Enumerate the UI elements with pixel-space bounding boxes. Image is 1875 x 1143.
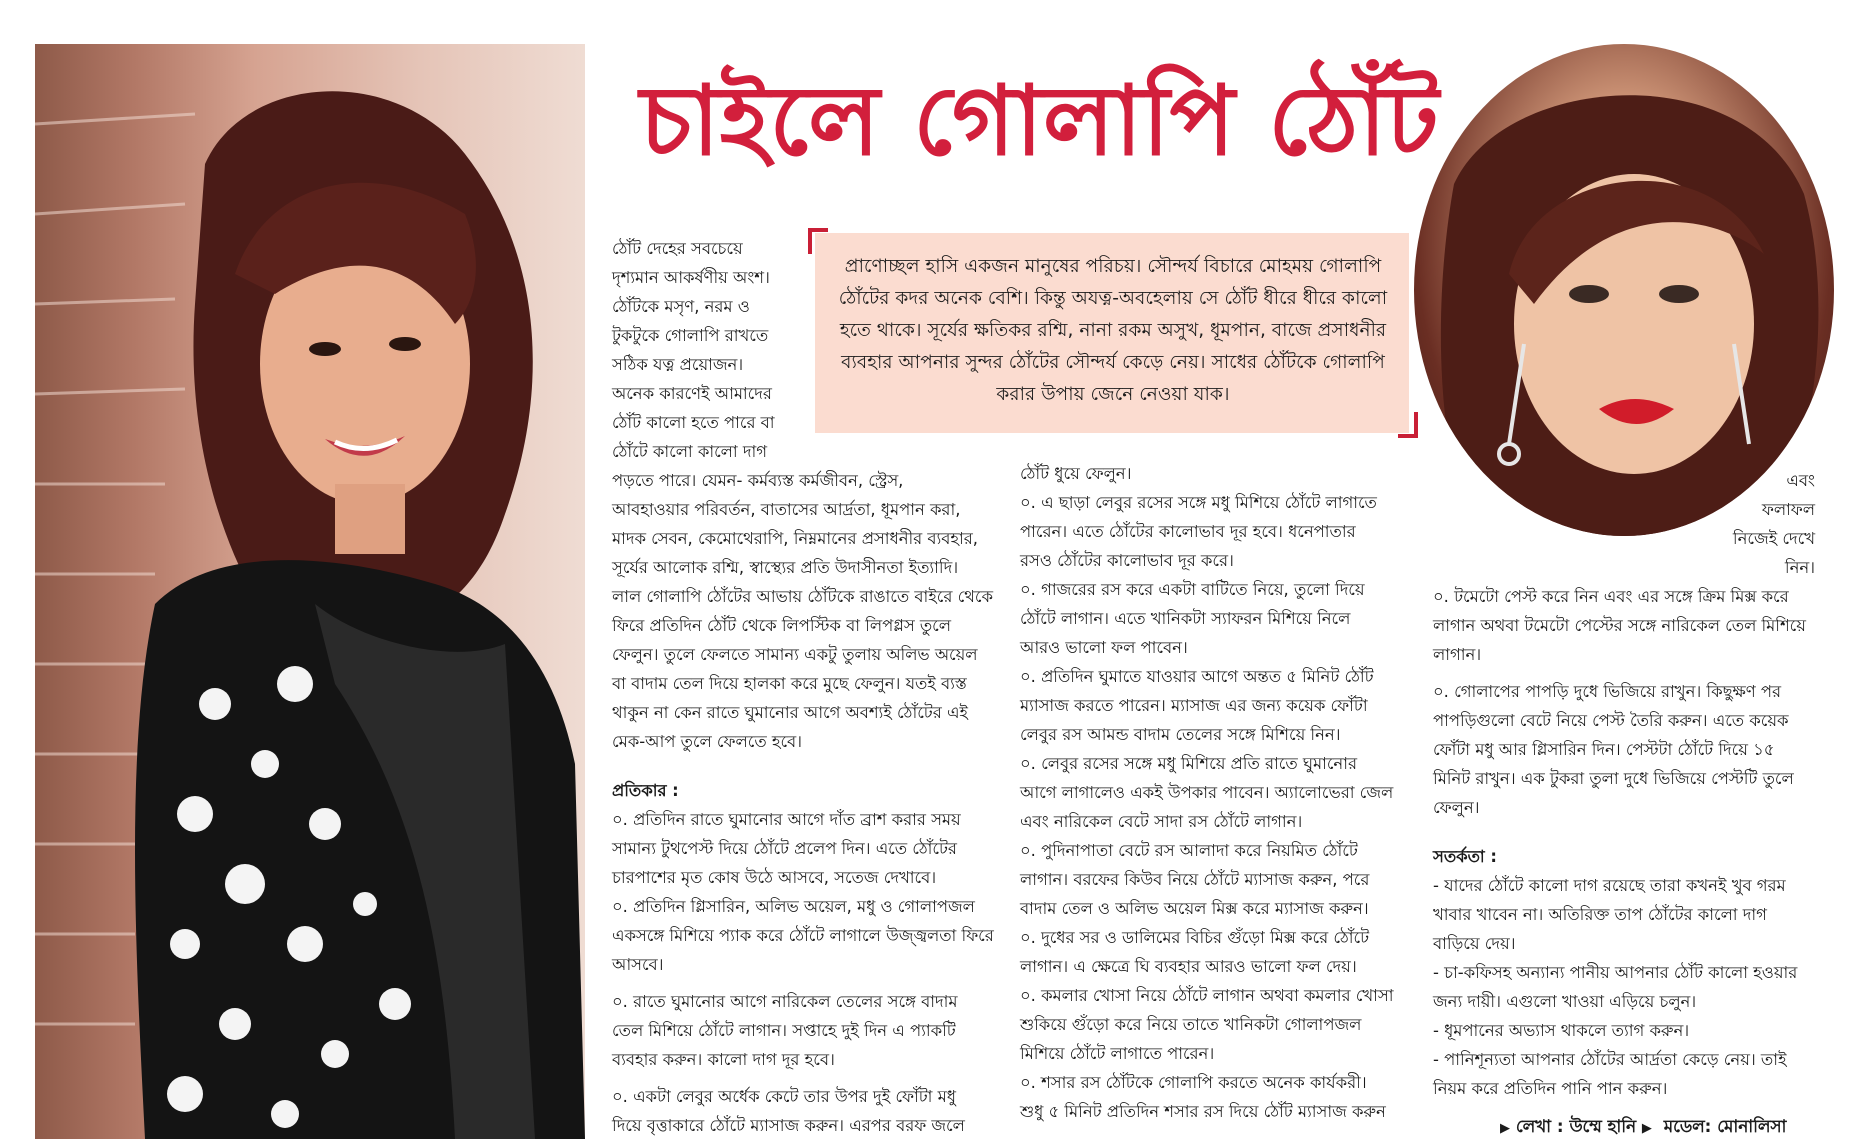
text-line: তেল মিশিয়ে ঠোঁটে লাগান। সপ্তাহে দুই দিন এ প্যাকটি (612, 1021, 956, 1040)
writer-label: লেখা : (1515, 1116, 1564, 1136)
column-3-remedies (1433, 582, 1833, 822)
text-line: বা বাদাম তেল দিয়ে হালকা করে মুছে ফেলুন। যতই ব্যস্ত (612, 674, 967, 693)
text-line: টুকটুকে গোলাপি রাখতে (612, 326, 769, 345)
text-line: থাকুন না কেন রাতে ঘুমানোর আগে অবশ্যই ঠোঁটের এই (612, 703, 968, 722)
text-line: নিয়ম করে প্রতিদিন পানি পান করুন। (1433, 1079, 1668, 1098)
text-line: আসবে। (612, 955, 664, 974)
left-model-photo (35, 44, 585, 1139)
text-line: মেক-আপ তুলে ফেলতে হবে। (612, 732, 803, 751)
text-line: দিয়ে বৃত্তাকারে ঠোঁটে ম্যাসাজ করুন। এরপর বরফ জলে (612, 1116, 965, 1135)
text-line: মিনিট রাখুন। এক টুকরা তুলা দুধে ভিজিয়ে পেস্টটি তুলে (1433, 769, 1794, 788)
text-line: ঠোঁট ধুয়ে ফেলুন। (1020, 464, 1132, 483)
text-line: শুকিয়ে গুঁড়ো করে নিয়ে তাতে খানিকটা গোলাপজল (1020, 1015, 1362, 1034)
text-line: ঠোঁটকে মসৃণ, নরম ও (612, 297, 750, 316)
credits (1500, 1114, 1786, 1142)
text-line: লাগান। এ ক্ষেত্রে ঘি ব্যবহার আরও ভালো ফল দেয়। (1020, 957, 1357, 976)
text-line: সঠিক যত্ন প্রয়োজন। (612, 355, 744, 374)
text-line: একসঙ্গে মিশিয়ে প্যাক করে ঠোঁটে লাগালে উজ্জ্বলতা ফিরে (612, 926, 994, 945)
text-line: ঠোঁট দেহের সবচেয়ে (612, 239, 743, 258)
intro-text: প্রাণোচ্ছল হাসি একজন মানুষের পরিচয়। সৌন্দর্য বিচারে মোহময় গোলাপি ঠোঁটের কদর অনেক বেশি। কিন্তু অযত্ন-অবহেলায় সে ঠোঁট ধীরে ধীরে কালো হতে থাকে। সূর্যের ক্ষতিকর রশ্মি, নানা রকম অসুখ, ধূমপান, বাজে প্রসাধনীর ব্যবহার আপনার সুন্দর ঠোঁটের সৌন্দর্য কেড়ে নেয়। সাধের ঠোঁটকে গোলাপি করার উপায় জেনে নেওয়া যাক। (838, 256, 1388, 405)
text-line: পড়তে পারে। যেমন- কর্মব্যস্ত কর্মজীবন, স্ট্রেস, (612, 471, 904, 490)
text-line: ০. শসার রস ঠোঁটকে গোলাপি করতে অনেক কার্যকরী। (1020, 1073, 1367, 1092)
text-line: - ধূমপানের অভ্যাস থাকলে ত্যাগ করুন। (1433, 1021, 1690, 1040)
column-2-remedies (1020, 459, 1420, 1126)
text-line: ০. গাজরের রস করে একটা বাটিতে নিয়ে, তুলো দিয়ে (1020, 580, 1365, 599)
text-line: নিজেই দেখে (1732, 529, 1815, 548)
model-label: মডেল: (1663, 1116, 1712, 1136)
text-line: লাল গোলাপি ঠোঁটের আভায় ঠোঁটকে রাঙাতে বাইরে থেকে (612, 587, 993, 606)
text-line: আগে লাগালেও একই উপকার পাবেন। অ্যালোভেরা জেল (1020, 783, 1394, 802)
column-3-cautions (1433, 871, 1833, 1103)
text-line: লেবুর রস আমন্ড বাদাম তেলের সঙ্গে মিশিয়ে নিন। (1020, 725, 1341, 744)
column-1 (612, 234, 1012, 1140)
text-line: ফিরে প্রতিদিন ঠোঁট থেকে লিপস্টিক বা লিপগ্লস তুলে (612, 616, 951, 635)
triangle-icon: ▶ (1500, 1121, 1510, 1136)
text-line: ০. লেবুর রসের সঙ্গে মধু মিশিয়ে প্রতি রাতে ঘুমানোর (1020, 754, 1357, 773)
text-line: অনেক কারণেই আমাদের (612, 384, 772, 403)
writer-name: উম্মে হানি (1569, 1116, 1637, 1136)
text-line: দৃশ্যমান আকর্ষণীয় অংশ। (612, 268, 770, 287)
column-1-body (612, 466, 1012, 756)
text-line: - চা-কফিসহ অন্যান্য পানীয় আপনার ঠোঁট কালো হওয়ার (1433, 963, 1798, 982)
text-line: ফেলুন। তুলে ফেলতে সামান্য একটু তুলায় অলিভ অয়েল (612, 645, 978, 664)
model-portrait-illustration (1414, 44, 1834, 536)
text-line: ০. পুদিনাপাতা বেটে রস আলাদা করে নিয়মিত ঠোঁটে (1020, 841, 1358, 860)
text-line: ০. প্রতিদিন ঘুমাতে যাওয়ার আগে অন্তত ৫ মিনিট ঠোঁট (1020, 667, 1374, 686)
text-line: রসও ঠোঁটের কালোভাব দূর করে। (1020, 551, 1234, 570)
caution-heading: সতর্কতা : (1433, 847, 1497, 866)
text-line: ০. একটা লেবুর অর্ধেক কেটে তার উপর দুই ফোঁটা মধু (612, 1087, 956, 1106)
right-model-photo (1414, 44, 1834, 536)
text-line: ০. গোলাপের পাপড়ি দুধে ভিজিয়ে রাখুন। কিছুক্ষণ পর (1433, 682, 1782, 701)
text-line: বাদাম তেল ও অলিভ অয়েল মিক্স করে ম্যাসাজ করুন। (1020, 899, 1369, 918)
column-2 (1020, 459, 1420, 1126)
column-3 (1433, 466, 1833, 1103)
text-line: শুধু ৫ মিনিট প্রতিদিন শসার রস দিয়ে ঠোঁট ম্যাসাজ করুন (1020, 1102, 1386, 1121)
column-1-intro (612, 234, 792, 466)
text-line: চারপাশের মৃত কোষ উঠে আসবে, সতেজ দেখাবে। (612, 868, 937, 887)
text-line: জন্য দায়ী। এগুলো খাওয়া এড়িয়ে চলুন। (1433, 992, 1697, 1011)
text-line: লাগান। বরফের কিউব নিয়ে ঠোঁটে ম্যাসাজ করুন, পরে (1020, 870, 1370, 889)
text-line: এবং নারিকেল বেটে সাদা রস ঠোঁটে লাগান। (1020, 812, 1303, 831)
column-3-intro (1433, 466, 1833, 582)
text-line: ০. প্রতিদিন গ্লিসারিন, অলিভ অয়েল, মধু ও গোলাপজল (612, 897, 975, 916)
text-line: আরও ভালো ফল পাবেন। (1020, 638, 1188, 657)
model-name: মোনালিসা (1717, 1116, 1787, 1136)
bracket-bottom-right (1398, 412, 1418, 438)
text-line: পাপড়িগুলো বেটে নিয়ে পেস্ট তৈরি করুন। এতে কয়েক (1433, 711, 1789, 730)
text-line: খাবার খাবেন না। অতিরিক্ত তাপ ঠোঁটের কালো দাগ (1433, 905, 1767, 924)
text-line: ০. কমলার খোসা নিয়ে ঠোঁটে লাগান অথবা কমলার খোসা (1020, 986, 1394, 1005)
text-line: মাদক সেবন, কেমোথেরাপি, নিম্নমানের প্রসাধনীর ব্যবহার, (612, 529, 978, 548)
text-line: ম্যাসাজ করতে পারেন। ম্যাসাজ এর জন্য কয়েক ফোঁটা (1020, 696, 1368, 715)
text-line: - যাদের ঠোঁটে কালো দাগ রয়েছে তারা কখনই খুব গরম (1433, 876, 1786, 895)
text-line: সূর্যের আলোক রশ্মি, স্বাস্থ্যের প্রতি উদাসীনতা ইত্যাদি। (612, 558, 959, 577)
text-line: ০. প্রতিদিন রাতে ঘুমানোর আগে দাঁত ব্রাশ করার সময় (612, 810, 961, 829)
text-line: ফেলুন। (1433, 798, 1480, 817)
text-line: এবং (1786, 471, 1815, 490)
article-title: চাইলে গোলাপি ঠোঁট (640, 64, 1439, 177)
text-line: ঠোঁটে লাগান। এতে খানিকটা স্যাফরন মিশিয়ে নিলে (1020, 609, 1351, 628)
text-line: পারেন। এতে ঠোঁটের কালোভাব দূর হবে। ধনেপাতার (1020, 522, 1356, 541)
text-line: নিন। (1784, 558, 1815, 577)
text-line: ঠোঁটে কালো কালো দাগ (612, 442, 767, 461)
model-illustration (35, 44, 585, 1139)
text-line: - পানিশূন্যতা আপনার ঠোঁটের আর্দ্রতা কেড়ে নেয়। তাই (1433, 1050, 1787, 1069)
text-line: লাগান অথবা টমেটো পেস্টের সঙ্গে নারিকেল তেল মিশিয়ে (1433, 616, 1806, 635)
remedy-heading: প্রতিকার : (612, 781, 679, 800)
text-line: ব্যবহার করুন। কালো দাগ দূর হবে। (612, 1050, 835, 1069)
text-line: ০. এ ছাড়া লেবুর রসের সঙ্গে মধু মিশিয়ে ঠোঁটে লাগাতে (1020, 493, 1377, 512)
text-line: আবহাওয়ার পরিবর্তন, বাতাসের আর্দ্রতা, ধূমপান করা, (612, 500, 961, 519)
text-line: ০. টমেটো পেস্ট করে নিন এবং এর সঙ্গে ক্রিম মিক্স করে (1433, 587, 1789, 606)
text-line: ফোঁটা মধু আর গ্লিসারিন দিন। পেস্টটা ঠোঁটে দিয়ে ১৫ (1433, 740, 1775, 759)
text-line: ০. দুধের সর ও ডালিমের বিচির গুঁড়ো মিক্স করে ঠোঁটে (1020, 928, 1370, 947)
column-1-remedies (612, 805, 1012, 1140)
text-line: মিশিয়ে ঠোঁটে লাগাতে পারেন। (1020, 1044, 1215, 1063)
text-line: ফলাফল (1761, 500, 1815, 519)
text-line: বাড়িয়ে দেয়। (1433, 934, 1516, 953)
text-line: ঠোঁট কালো হতে পারে বা (612, 413, 775, 432)
triangle-icon: ▶ (1641, 1121, 1652, 1136)
text-line: সামান্য টুথপেস্ট দিয়ে ঠোঁটে প্রলেপ দিন। এতে ঠোঁটের (612, 839, 957, 858)
text-line: ০. রাতে ঘুমানোর আগে নারিকেল তেলের সঙ্গে বাদাম (612, 992, 958, 1011)
text-line: লাগান। (1433, 645, 1482, 664)
